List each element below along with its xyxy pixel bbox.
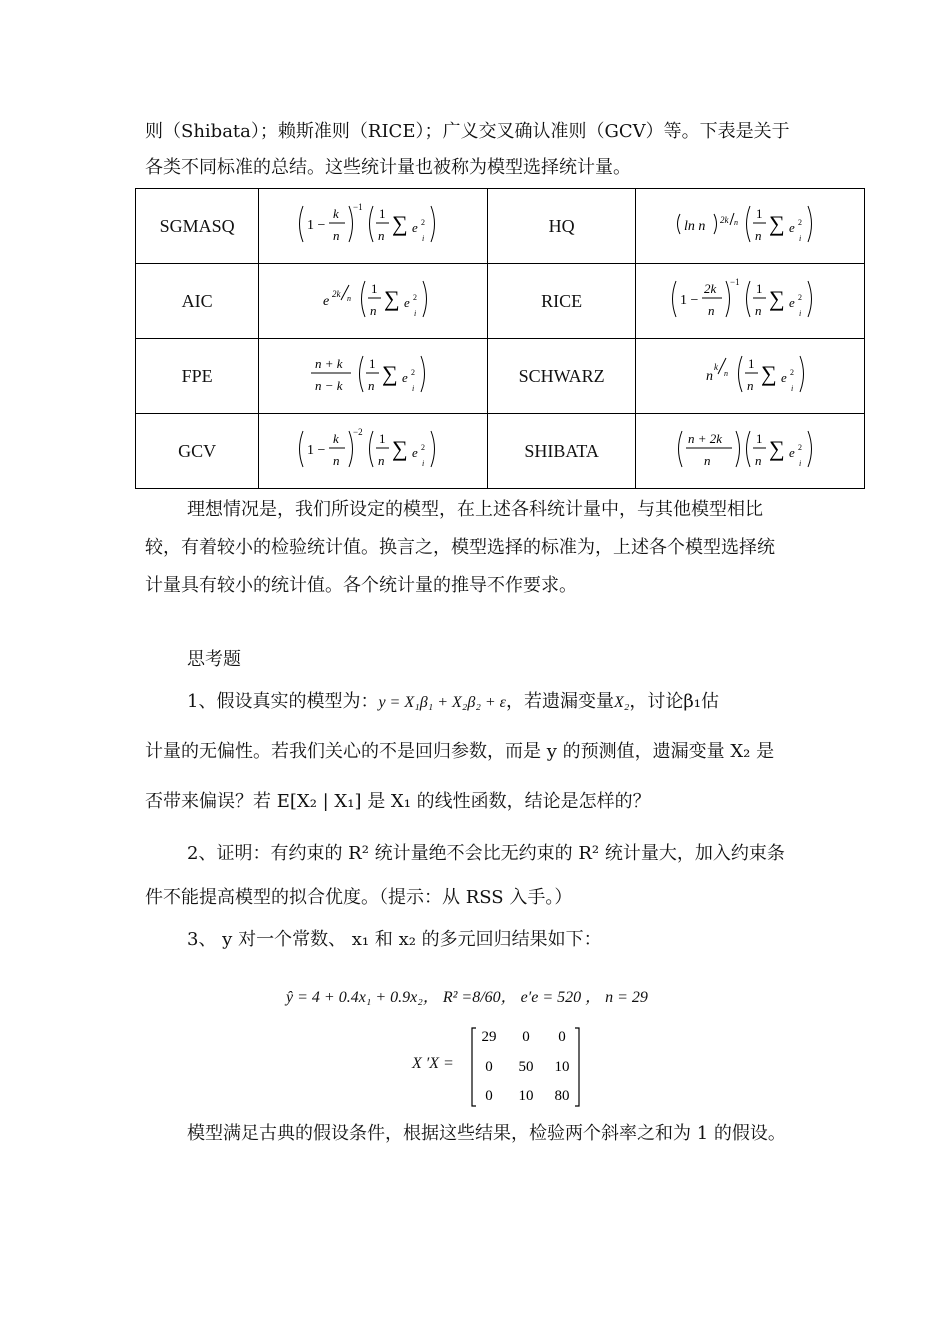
formula-rice (636, 264, 865, 339)
svg-text:e: e (404, 294, 410, 310)
svg-text:n: n (724, 368, 729, 378)
q1-prefix: 1、假设真实的模型为： (187, 691, 379, 712)
paragraph-line: 理想情况是，我们所设定的模型，在上述各科统计量中，与其他模型相比 (187, 499, 763, 520)
svg-text:n: n (704, 452, 711, 468)
question-1-line-1 (187, 684, 852, 721)
svg-text:n + 2k: n + 2k (688, 430, 723, 446)
svg-text:1: 1 (756, 430, 763, 446)
formula-shibata-graphic (670, 419, 830, 479)
criterion-name: RICE (487, 264, 636, 339)
svg-text:ln n: ln n (684, 218, 706, 234)
svg-text:2: 2 (413, 292, 418, 302)
svg-text:n: n (333, 227, 340, 243)
svg-text:2k: 2k (704, 280, 717, 296)
question-1-line-2: 计量的无偏性。若我们关心的不是回归参数，而是 y 的预测值，遗漏变量 X₂ 是 (145, 741, 775, 762)
table-row (136, 264, 865, 339)
svg-text:e: e (323, 293, 330, 309)
criterion-name: SCHWARZ (487, 339, 636, 414)
question-3-line-1: 3、 y 对一个常数、 x₁ 和 x₂ 的多元回归结果如下： (187, 929, 602, 950)
svg-text:1: 1 (756, 205, 763, 221)
svg-text:2: 2 (790, 367, 795, 377)
svg-text:1: 1 (748, 355, 755, 371)
svg-text:∑: ∑ (761, 360, 777, 386)
svg-text:2k: 2k (720, 214, 729, 225)
svg-text:2: 2 (798, 442, 803, 452)
matrix-left-bracket (472, 1028, 476, 1106)
matrix-cell: 80 (554, 1088, 570, 1104)
intro-line-2: 各类不同标准的总结。这些统计量也被称为模型选择统计量。 (145, 157, 631, 178)
formula-aic (259, 264, 488, 339)
matrix-cell: 10 (518, 1088, 534, 1104)
formula-hq-graphic (670, 194, 830, 254)
svg-text:1 −: 1 − (307, 442, 326, 458)
svg-text:i: i (422, 233, 425, 243)
formula-sgmasq (259, 189, 488, 264)
svg-text:n: n (368, 377, 375, 393)
regression-results: ŷ = 4 + 0.4x₁ + 0.9x₂， R² =8/60， e′e = 520 ， n = 29 (286, 989, 648, 1006)
formula-aic-graphic (293, 269, 453, 329)
svg-text:i: i (799, 308, 802, 318)
svg-text:n: n (333, 452, 340, 468)
svg-text:n: n (734, 217, 739, 227)
svg-text:n: n (755, 227, 762, 243)
svg-text:2: 2 (798, 292, 803, 302)
svg-text:e: e (402, 369, 408, 385)
svg-text:2k: 2k (332, 288, 341, 299)
q1-var: X₂ (613, 694, 630, 711)
matrix-cell: 0 (485, 1088, 493, 1104)
svg-text:n: n (755, 302, 762, 318)
svg-text:e: e (789, 294, 796, 310)
matrix-cell: 0 (558, 1029, 566, 1045)
svg-text:2: 2 (421, 442, 426, 452)
svg-text:n: n (378, 452, 385, 468)
svg-text:1 −: 1 − (307, 217, 326, 233)
svg-text:e: e (789, 444, 796, 460)
question-2-line-1: 2、证明：有约束的 R² 统计量绝不会比无约束的 R² 统计量大，加入约束条 (187, 843, 785, 864)
formula-fpe-graphic (293, 344, 453, 404)
svg-text:n: n (347, 293, 352, 303)
svg-text:1: 1 (369, 355, 376, 371)
svg-text:i: i (791, 383, 794, 393)
svg-text:k: k (714, 361, 719, 372)
matrix-cell: 0 (485, 1059, 493, 1075)
svg-text:n: n (370, 302, 377, 318)
criterion-name: SGMASQ (136, 189, 259, 264)
table-row (136, 414, 865, 489)
svg-text:∑: ∑ (392, 210, 408, 236)
svg-text:i: i (799, 233, 802, 243)
svg-text:k: k (333, 430, 339, 446)
svg-text:n: n (378, 227, 385, 243)
question-2-line-2: 件不能提高模型的拟合优度。（提示：从 RSS 入手。） (145, 887, 573, 908)
svg-text:i: i (414, 308, 417, 318)
intro-line-1: 则（Shibata）；赖斯准则（RICE）；广义交叉确认准则（GCV）等。下表是关于 (145, 121, 790, 142)
svg-text:∑: ∑ (769, 435, 785, 461)
svg-text:2: 2 (798, 217, 803, 227)
svg-text:1: 1 (756, 280, 763, 296)
svg-text:∑: ∑ (392, 435, 408, 461)
q1-suffix: ，讨论β₁估 (629, 691, 719, 712)
svg-text:n: n (747, 377, 754, 393)
matrix-cell: 50 (518, 1059, 534, 1075)
formula-sgmasq-graphic (293, 194, 453, 254)
paragraph-line: 计量具有较小的统计值。各个统计量的推导不作要求。 (145, 575, 577, 596)
svg-text:−2: −2 (353, 426, 363, 437)
criterion-name: SHIBATA (487, 414, 636, 489)
formula-schwarz-graphic (670, 344, 830, 404)
paragraph-line: 较，有着较小的检验统计值。换言之，模型选择的标准为，上述各个模型选择统 (145, 537, 775, 558)
svg-text:i: i (799, 458, 802, 468)
svg-text:−1: −1 (353, 201, 363, 212)
svg-text:e: e (412, 444, 418, 460)
svg-text:1 −: 1 − (680, 292, 699, 308)
svg-text:1: 1 (371, 280, 378, 296)
svg-text:n − k: n − k (315, 377, 343, 393)
svg-text:1: 1 (379, 430, 386, 446)
table-row (136, 339, 865, 414)
question-3-task: 模型满足古典的假设条件，根据这些结果，检验两个斜率之和为 1 的假设。 (187, 1123, 786, 1144)
matrix-cell: 29 (481, 1029, 497, 1045)
criteria-table (135, 188, 865, 489)
svg-text:e: e (789, 219, 796, 235)
q1-middle: ，若遗漏变量 (505, 691, 614, 712)
svg-text:i: i (422, 458, 425, 468)
svg-text:∑: ∑ (384, 285, 400, 311)
svg-text:−1: −1 (730, 276, 740, 287)
xtx-matrix (470, 1024, 585, 1110)
svg-text:∑: ∑ (769, 285, 785, 311)
matrix-cell: 10 (554, 1059, 570, 1075)
question-1-line-3: 否带来偏误？若 E[X₂ | X₁] 是 X₁ 的线性函数，结论是怎样的？ (145, 791, 651, 812)
svg-text:n: n (706, 368, 714, 384)
formula-gcv-graphic (293, 419, 453, 479)
criterion-name: FPE (136, 339, 259, 414)
formula-fpe (259, 339, 488, 414)
svg-text:2: 2 (421, 217, 426, 227)
exercises-heading: 思考题 (187, 649, 241, 670)
formula-shibata (636, 414, 865, 489)
table-row (136, 189, 865, 264)
formula-schwarz (636, 339, 865, 414)
criterion-name: HQ (487, 189, 636, 264)
matrix-right-bracket (575, 1028, 579, 1106)
svg-text:∑: ∑ (769, 210, 785, 236)
matrix-label: X ′X = (412, 1055, 454, 1072)
formula-gcv (259, 414, 488, 489)
svg-text:2: 2 (411, 367, 416, 377)
svg-text:∑: ∑ (382, 360, 398, 386)
matrix-cell: 0 (522, 1029, 530, 1045)
criterion-name: AIC (136, 264, 259, 339)
svg-text:n: n (755, 452, 762, 468)
svg-text:n + k: n + k (315, 355, 343, 371)
svg-text:1: 1 (379, 205, 386, 221)
svg-text:e: e (412, 219, 418, 235)
svg-text:i: i (412, 383, 415, 393)
criterion-name: GCV (136, 414, 259, 489)
svg-text:n: n (708, 302, 715, 318)
svg-text:k: k (333, 205, 339, 221)
svg-text:e: e (781, 369, 788, 385)
formula-rice-graphic (670, 269, 830, 329)
formula-hq (636, 189, 865, 264)
q1-equation: y = X₁β₁ + X₂β₂ + ε (378, 694, 506, 711)
